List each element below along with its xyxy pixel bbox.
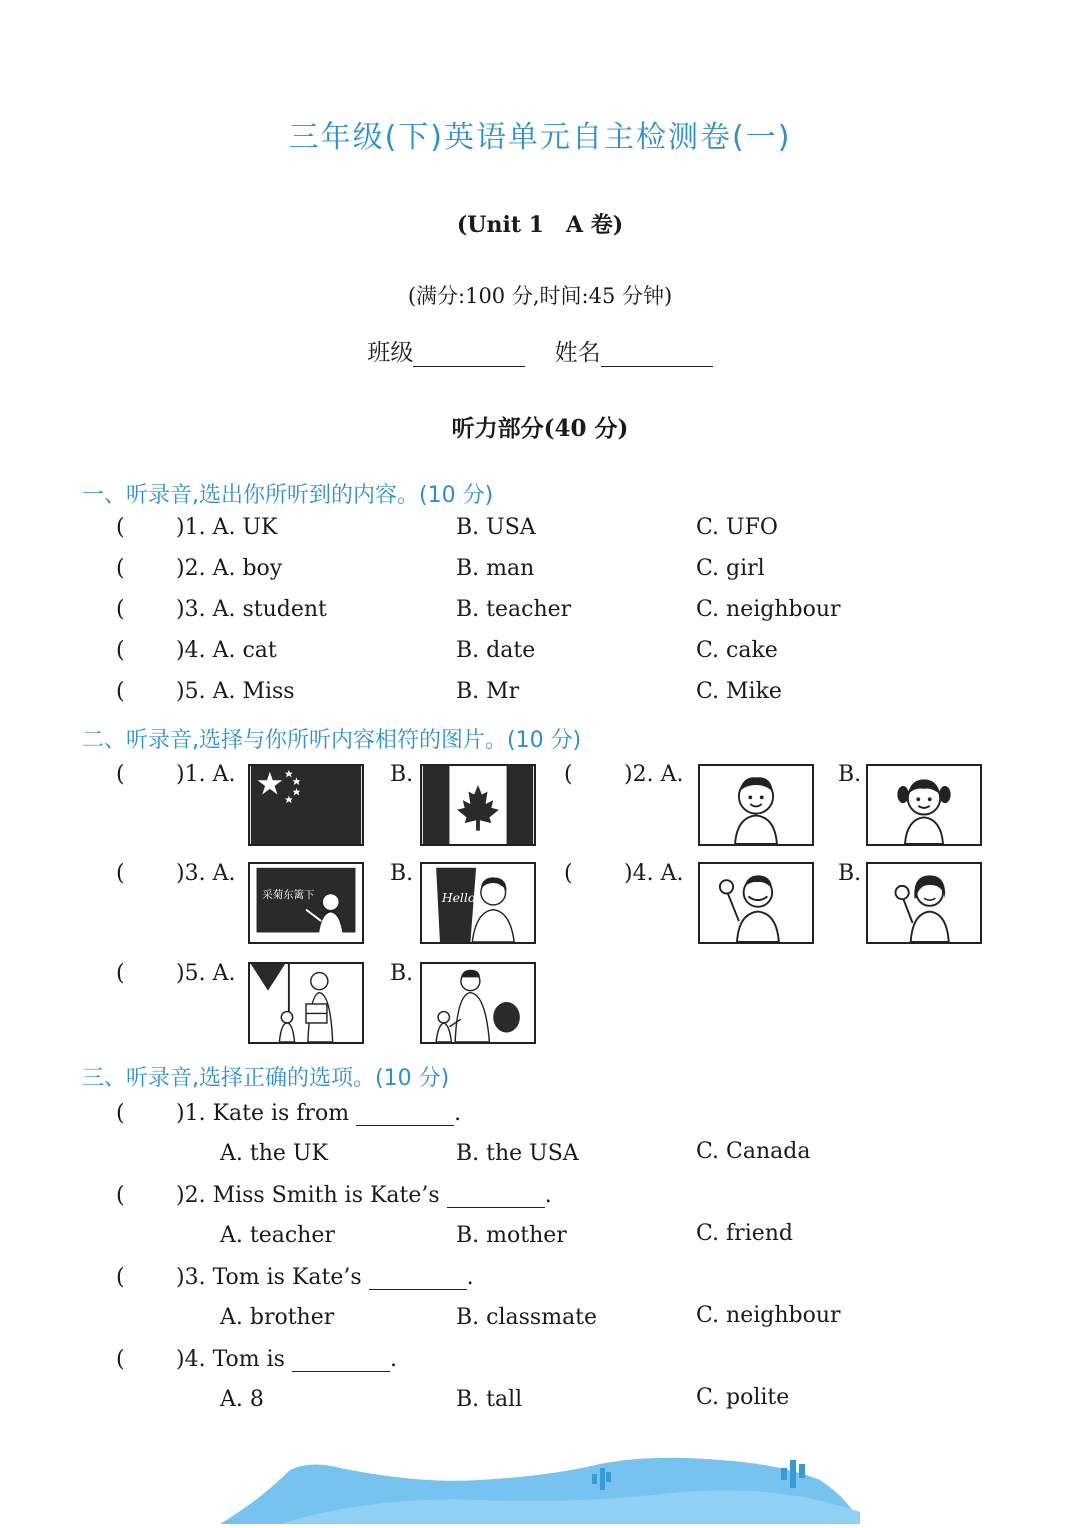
mc-question-4-blank[interactable] (292, 1349, 390, 1372)
mc-question-2-end: . (544, 1183, 552, 1208)
mc-question-4 (176, 1347, 397, 1372)
woman-waving-svg (868, 864, 980, 942)
mc-question-2 (176, 1183, 552, 1208)
china-flag-icon[interactable] (248, 764, 364, 846)
mc-question-3-blank[interactable] (369, 1267, 467, 1290)
board-text-b: Hello (441, 891, 476, 906)
page-title: 三年级(下)英语单元自主检测卷(一) (288, 120, 792, 155)
pic-question-2-label-a: )2. A. (624, 762, 684, 787)
answer-paren[interactable]: ( (116, 1347, 125, 1372)
mc-question-1-option-b: B. the USA (456, 1141, 579, 1166)
teacher-board-icon[interactable] (248, 862, 364, 944)
mc-question-3 (176, 1265, 474, 1290)
mc-question-4-stem: )4. Tom is (176, 1347, 285, 1372)
listening-heading: 听力部分(40 分) (451, 415, 629, 442)
pic-question-5-label-b: B. (390, 961, 414, 986)
girl-svg (868, 766, 980, 844)
answer-paren[interactable]: ( (116, 861, 125, 886)
landscape-svg (220, 1440, 860, 1524)
mc-question-4-option-c: C. polite (696, 1385, 790, 1410)
boy-icon[interactable] (698, 764, 814, 846)
answer-paren[interactable]: ( (116, 961, 125, 986)
pic-question-1-label-b: B. (390, 762, 414, 787)
question-5-option-b: B. Mr (456, 679, 520, 704)
name-label: 姓名 (554, 340, 601, 366)
question-5-option-a: )5. A. Miss (176, 679, 295, 704)
boy-waving-svg (700, 864, 812, 942)
mc-question-1-end: . (454, 1101, 462, 1126)
mc-question-1-option-c: C. Canada (696, 1139, 811, 1164)
boy-svg (700, 766, 812, 844)
pic-question-4-label-b: B. (838, 861, 862, 886)
answer-paren[interactable]: ( (116, 1183, 125, 1208)
answer-paren[interactable]: ( (116, 762, 125, 787)
mc-question-2-blank[interactable] (447, 1185, 545, 1208)
mc-question-2-stem: )2. Miss Smith is Kate’s (176, 1183, 440, 1208)
teacher-hello-icon[interactable] (420, 862, 536, 944)
section3-title: 三、听录音,选择正确的选项。(10 分) (82, 1066, 450, 1091)
score-time-info: (满分:100 分,时间:45 分钟) (407, 284, 673, 308)
name-field[interactable] (601, 340, 713, 367)
student-info-fields (0, 334, 1080, 367)
pic-question-1-label-a: )1. A. (176, 762, 236, 787)
question-3-option-c: C. neighbour (696, 597, 841, 622)
question-3-option-b: B. teacher (456, 597, 572, 622)
answer-paren[interactable]: ( (116, 1265, 125, 1290)
class-field[interactable] (413, 340, 525, 367)
man-gifts-icon[interactable] (248, 962, 364, 1044)
canada-flag-icon[interactable] (420, 764, 536, 846)
answer-paren[interactable]: ( (116, 1101, 125, 1126)
answer-paren[interactable]: ( (564, 762, 573, 787)
answer-paren[interactable]: ( (116, 679, 125, 704)
decorative-footer-landscape (220, 1440, 860, 1524)
canada-flag-svg (422, 766, 534, 844)
question-4-option-c: C. cake (696, 638, 778, 663)
woman-waving-icon[interactable] (866, 862, 982, 944)
answer-paren[interactable]: ( (116, 556, 125, 581)
answer-paren[interactable]: ( (116, 597, 125, 622)
question-2-option-b: B. man (456, 556, 535, 581)
mc-question-4-option-b: B. tall (456, 1387, 523, 1412)
pic-question-2-label-b: B. (838, 762, 862, 787)
pic-question-4-label-a: )4. A. (624, 861, 684, 886)
mc-question-3-option-c: C. neighbour (696, 1303, 841, 1328)
man-greeting-child-svg (422, 964, 534, 1042)
question-3-option-a: )3. A. student (176, 597, 327, 622)
question-5-option-c: C. Mike (696, 679, 782, 704)
girl-icon[interactable] (866, 764, 982, 846)
boy-waving-icon[interactable] (698, 862, 814, 944)
section1-title: 一、听录音,选出你所听到的内容。(10 分) (82, 483, 494, 508)
mc-question-3-end: . (466, 1265, 474, 1290)
man-gifts-svg (250, 964, 362, 1042)
answer-paren[interactable]: ( (116, 515, 125, 540)
mc-question-1-blank[interactable] (356, 1103, 454, 1126)
mc-question-3-stem: )3. Tom is Kate’s (176, 1265, 362, 1290)
question-4-option-a: )4. A. cat (176, 638, 277, 663)
mc-question-1-stem: )1. Kate is from (176, 1101, 350, 1126)
mc-question-1 (176, 1101, 461, 1126)
mc-question-2-option-b: B. mother (456, 1223, 567, 1248)
mc-question-3-option-b: B. classmate (456, 1305, 598, 1330)
board-text-a: 采菊东篱下 (262, 889, 315, 902)
question-4-option-b: B. date (456, 638, 536, 663)
question-2-option-a: )2. A. boy (176, 556, 283, 581)
question-1-option-b: B. USA (456, 515, 536, 540)
mc-question-4-option-a: A. 8 (220, 1387, 264, 1412)
pic-question-5-label-a: )5. A. (176, 961, 236, 986)
pic-question-3-label-b: B. (390, 861, 414, 886)
mc-question-2-option-a: A. teacher (220, 1223, 335, 1248)
mc-question-4-end: . (389, 1347, 397, 1372)
section2-title: 二、听录音,选择与你所听内容相符的图片。(10 分) (82, 728, 582, 753)
pic-question-3-label-a: )3. A. (176, 861, 236, 886)
question-1-option-a: )1. A. UK (176, 515, 278, 540)
question-2-option-c: C. girl (696, 556, 765, 581)
teacher-hello-svg (422, 864, 534, 942)
mc-question-3-option-a: A. brother (220, 1305, 335, 1330)
teacher-board-svg (250, 864, 362, 942)
mc-question-1-option-a: A. the UK (220, 1141, 328, 1166)
unit-subtitle: (Unit 1 A 卷) (456, 212, 624, 238)
man-greeting-child-icon[interactable] (420, 962, 536, 1044)
china-flag-svg (250, 766, 362, 844)
answer-paren[interactable]: ( (564, 861, 573, 886)
question-1-option-c: C. UFO (696, 515, 778, 540)
mc-question-2-option-c: C. friend (696, 1221, 794, 1246)
answer-paren[interactable]: ( (116, 638, 125, 663)
class-label: 班级 (367, 340, 414, 366)
